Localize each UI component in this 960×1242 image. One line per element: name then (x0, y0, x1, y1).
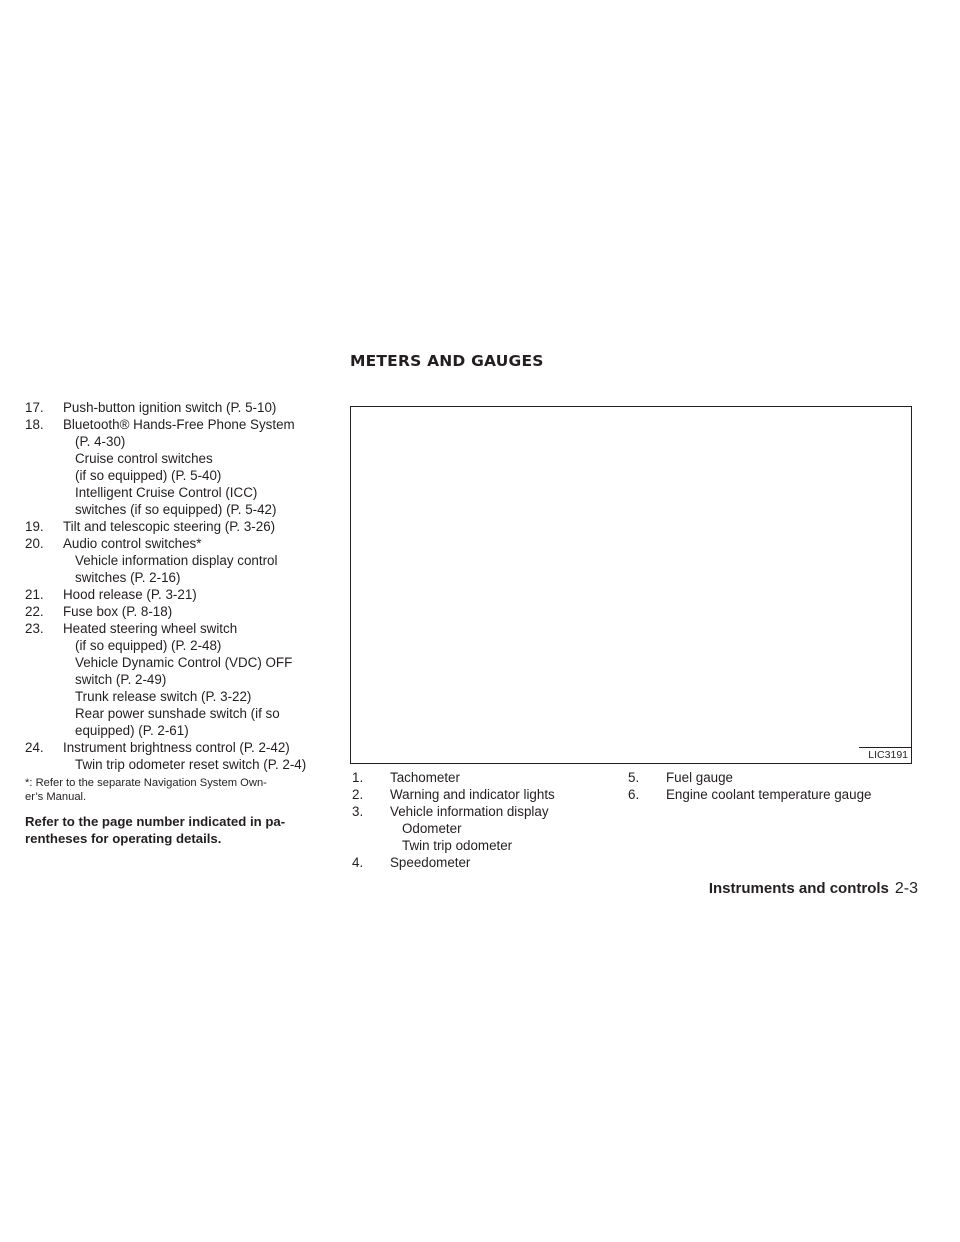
list-item (25, 603, 327, 620)
item-text (390, 854, 622, 871)
item-line: switches (if so equipped) (P. 5-42) (75, 502, 277, 517)
item-line: Tachometer (390, 770, 460, 785)
item-number: 22. (25, 604, 44, 619)
footnote (25, 776, 327, 804)
list-item (25, 620, 327, 739)
item-line: Push-button ignition switch (P. 5-10) (63, 400, 277, 415)
item-number: 2. (352, 787, 364, 802)
item-text (63, 535, 327, 586)
item-line: Vehicle information display (390, 804, 549, 819)
list-item (25, 416, 327, 518)
item-text (390, 769, 622, 786)
item-number: 5. (628, 770, 640, 785)
item-text (666, 769, 918, 786)
item-text (63, 399, 327, 416)
list-item (25, 535, 327, 586)
meters-figure (350, 406, 912, 764)
item-number: 17. (25, 400, 44, 415)
item-line: Vehicle Dynamic Control (VDC) OFF (75, 655, 293, 670)
list-item (352, 769, 622, 786)
item-text (63, 620, 327, 739)
item-line: Fuel gauge (666, 770, 734, 785)
item-line: Audio control switches* (63, 536, 202, 551)
item-number: 23. (25, 621, 44, 636)
item-line: Odometer (402, 821, 462, 836)
item-text (666, 786, 918, 803)
item-text (63, 586, 327, 603)
item-line: Intelligent Cruise Control (ICC) (75, 485, 258, 500)
item-line: Rear power sunshade switch (if so (75, 706, 280, 721)
item-line: Tilt and telescopic steering (P. 3-26) (63, 519, 276, 534)
section-title: METERS AND GAUGES (350, 352, 544, 370)
item-line: Hood release (P. 3-21) (63, 587, 197, 602)
item-line: (if so equipped) (P. 2-48) (75, 638, 222, 653)
item-line: Trunk release switch (P. 3-22) (75, 689, 252, 704)
item-number: 19. (25, 519, 44, 534)
item-number: 6. (628, 787, 640, 802)
page-number: 2-3 (894, 880, 918, 897)
item-number: 3. (352, 804, 364, 819)
reference-note (25, 813, 327, 847)
gauge-list-b (628, 769, 918, 803)
note-line: Refer to the page number indicated in pa- (25, 814, 286, 829)
item-line: Speedometer (390, 855, 471, 870)
item-line: Cruise control switches (75, 451, 213, 466)
item-line: equipped) (P. 2-61) (75, 723, 189, 738)
item-line: Heated steering wheel switch (63, 621, 238, 636)
list-item (352, 803, 622, 854)
footnote-line: er’s Manual. (25, 791, 87, 803)
item-number: 1. (352, 770, 364, 785)
item-line: Fuse box (P. 8-18) (63, 604, 173, 619)
item-number: 21. (25, 587, 44, 602)
item-line: Warning and indicator lights (390, 787, 555, 802)
figure-label: LIC3191 (868, 749, 908, 761)
item-line: switch (P. 2-49) (75, 672, 167, 687)
list-item (25, 586, 327, 603)
item-line: switches (P. 2-16) (75, 570, 181, 585)
control-list (25, 399, 327, 847)
list-item (25, 399, 327, 416)
item-line: Instrument brightness control (P. 2-42) (63, 740, 290, 755)
item-number: 18. (25, 417, 44, 432)
item-line: Engine coolant temperature gauge (666, 787, 872, 802)
item-number: 24. (25, 740, 44, 755)
list-item (25, 518, 327, 535)
item-text (63, 518, 327, 535)
footnote-line: *: Refer to the separate Navigation System Own- (25, 777, 267, 789)
item-text (63, 603, 327, 620)
list-item (352, 786, 622, 803)
item-line: Vehicle information display control (75, 553, 278, 568)
item-text (63, 739, 327, 773)
note-line: rentheses for operating details. (25, 831, 222, 846)
item-line: Twin trip odometer reset switch (P. 2-4) (75, 757, 307, 772)
footer-section: Instruments and controls (708, 880, 889, 897)
item-text (63, 416, 327, 518)
item-line: (P. 4-30) (75, 434, 126, 449)
item-number: 4. (352, 855, 364, 870)
item-text (390, 803, 622, 854)
item-text (390, 786, 622, 803)
figure-label-rule (859, 747, 911, 748)
list-item (628, 769, 918, 786)
item-line: Twin trip odometer (402, 838, 513, 853)
item-line: (if so equipped) (P. 5-40) (75, 468, 222, 483)
item-line: Bluetooth® Hands-Free Phone System (63, 417, 295, 432)
page-footer (709, 880, 918, 898)
list-item (352, 854, 622, 871)
list-item (628, 786, 918, 803)
item-number: 20. (25, 536, 44, 551)
gauge-list-a (352, 769, 622, 871)
list-item (25, 739, 327, 773)
